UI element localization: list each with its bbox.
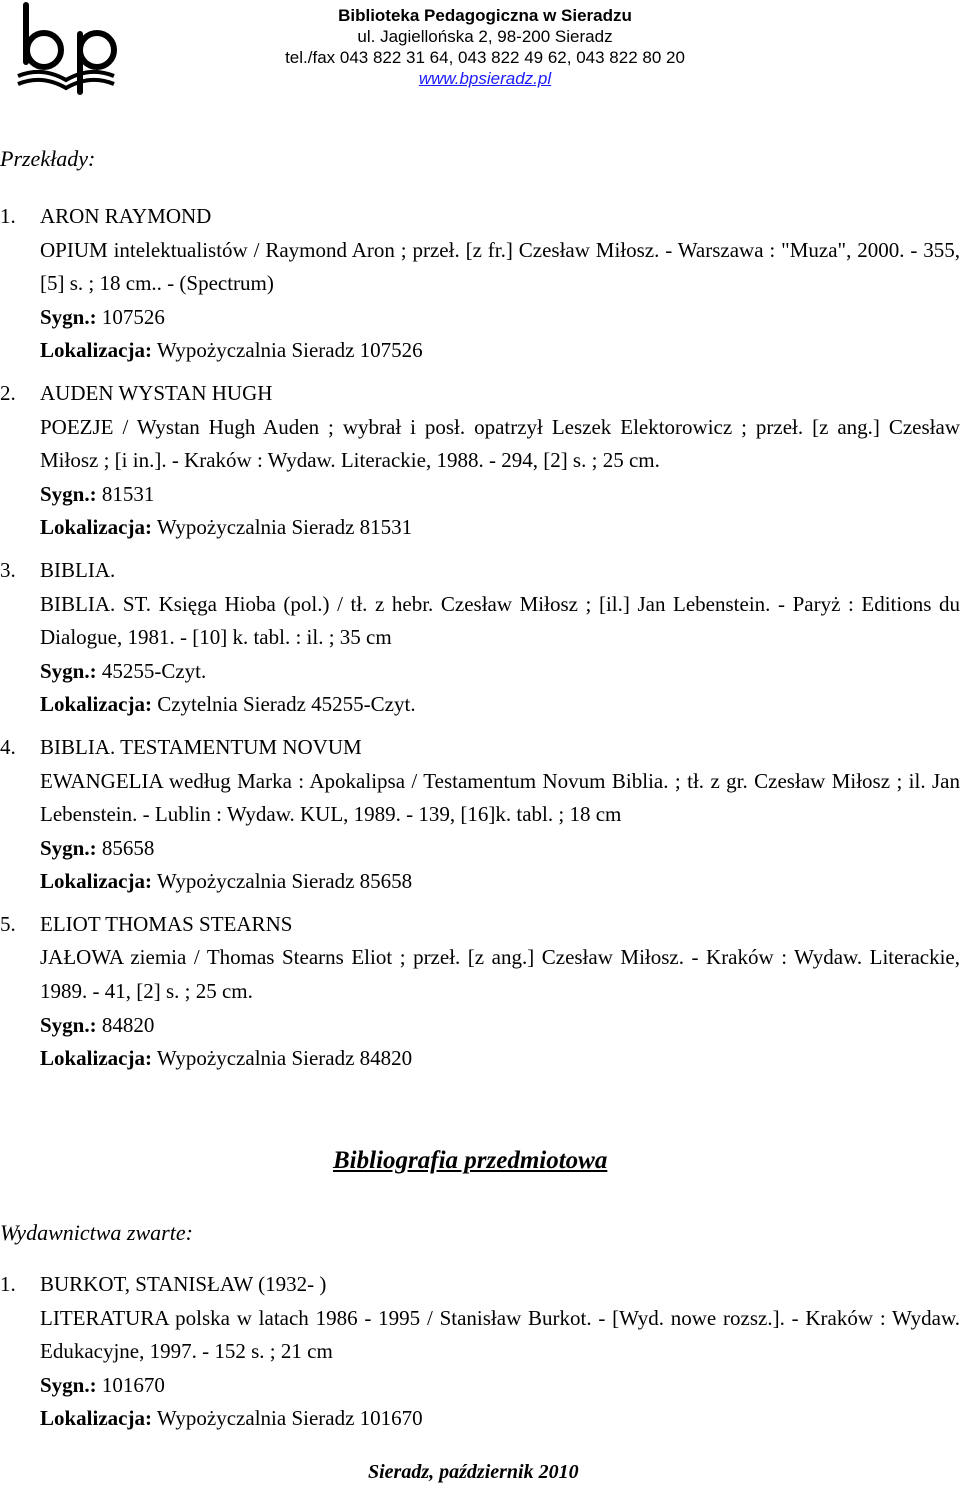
section-title-monographs: Wydawnictwa zwarte: (0, 1220, 193, 1245)
entry-signature (40, 301, 960, 335)
location-label: Lokalizacja: (40, 1406, 152, 1431)
footer-date: Sieradz, październik 2010 (368, 1461, 579, 1483)
entry-number: 3. (0, 557, 16, 582)
bib-entry (0, 554, 960, 722)
location-value: Czytelnia Sieradz 45255-Czyt. (157, 692, 416, 717)
signature-value: 107526 (101, 304, 165, 329)
entry-author: ELIOT THOMAS STEARNS (40, 911, 293, 936)
signature-label: Sygn.: (40, 1372, 97, 1397)
entry-signature (40, 1009, 960, 1043)
location-label: Lokalizacja: (40, 869, 152, 894)
location-label: Lokalizacja: (40, 515, 152, 540)
location-value: Wypożyczalnia Sieradz 107526 (156, 338, 423, 363)
bib-entry (0, 200, 960, 368)
entry-signature (40, 655, 960, 689)
entry-description: BIBLIA. ST. Księga Hioba (pol.) / tł. z hebr. Czesław Miłosz ; [il.] Jan Lebenstein. - Paryż : Editions du Dialogue, 1981. - [10] k. tabl. : il. ; 35 cm (40, 591, 960, 650)
signature-label: Sygn.: (40, 835, 97, 860)
entry-signature (40, 478, 960, 512)
institution-phone: tel./fax 043 822 31 64, 043 822 49 62, 043 822 80 20 (285, 48, 685, 67)
website-link[interactable]: www.bpsieradz.pl (418, 69, 552, 88)
bib-entry (0, 377, 960, 545)
entry-signature (40, 832, 960, 866)
entry-location (40, 1042, 960, 1076)
bib-entry (0, 908, 960, 1076)
entry-location (40, 688, 960, 722)
translations-list (0, 200, 960, 1085)
signature-value: 101670 (101, 1372, 165, 1397)
entry-author: BURKOT, STANISŁAW (1932- ) (40, 1272, 327, 1296)
entry-number: 4. (0, 734, 16, 759)
entry-number: 2. (0, 380, 16, 405)
entry-number: 1. (0, 1272, 16, 1296)
entry-description: EWANGELIA według Marka : Apokalipsa / Testamentum Novum Biblia. ; tł. z gr. Czesław Miłosz ; il. Jan Lebenstein. - Lublin : Wydaw. KUL, 1989. - 139, [16]k. tabl. ; 18 cm (40, 768, 960, 827)
entry-location (40, 511, 960, 545)
signature-label: Sygn.: (40, 658, 97, 683)
signature-label: Sygn.: (40, 1012, 97, 1037)
entry-description: OPIUM intelektualistów / Raymond Aron ; przeł. [z fr.] Czesław Miłosz. - Warszawa : "Muza", 2000. - 355, [5] s. ; 18 cm.. - (Spectrum) (40, 237, 960, 296)
signature-value: 85658 (101, 835, 155, 860)
entry-number: 1. (0, 204, 16, 228)
signature-value: 81531 (101, 481, 155, 506)
location-value: Wypożyczalnia Sieradz 81531 (156, 515, 413, 540)
location-value: Wypożyczalnia Sieradz 84820 (156, 1046, 413, 1071)
entry-location (40, 334, 960, 368)
institution-address: ul. Jagiellońska 2, 98-200 Sieradz (357, 27, 613, 46)
subject-bibliography-title: Bibliografia przedmiotowa (333, 1147, 608, 1174)
bp-book-logo-icon (14, 2, 118, 98)
bib-entry (0, 731, 960, 899)
entry-author: AUDEN WYSTAN HUGH (40, 380, 273, 405)
entry-signature (40, 1369, 960, 1403)
entry-description: LITERATURA polska w latach 1986 - 1995 / Stanisław Burkot. - [Wyd. nowe rozsz.]. - Kraków : Wydaw. Edukacyjne, 1997. - 152 s. ; 21 cm (40, 1305, 960, 1364)
signature-value: 84820 (101, 1012, 155, 1037)
location-value: Wypożyczalnia Sieradz 101670 (156, 1406, 423, 1431)
bib-entry (0, 1268, 960, 1436)
letterhead-text (270, 5, 700, 89)
signature-label: Sygn.: (40, 304, 97, 329)
signature-value: 45255-Czyt. (101, 658, 207, 683)
monographs-list (0, 1268, 960, 1445)
entry-description: POEZJE / Wystan Hugh Auden ; wybrał i posł. opatrzył Leszek Elektorowicz ; przeł. [z ang.] Czesław Miłosz ; [i in.]. - Kraków : Wydaw. Literackie, 1988. - 294, [2] s. ; 25 cm. (40, 414, 960, 473)
location-label: Lokalizacja: (40, 338, 152, 363)
location-label: Lokalizacja: (40, 692, 152, 717)
signature-label: Sygn.: (40, 481, 97, 506)
entry-author: ARON RAYMOND (40, 204, 212, 228)
entry-location (40, 1402, 960, 1436)
location-value: Wypożyczalnia Sieradz 85658 (156, 869, 413, 894)
letterhead (0, 0, 960, 100)
entry-author: BIBLIA. TESTAMENTUM NOVUM (40, 734, 362, 759)
entry-location (40, 865, 960, 899)
entry-number: 5. (0, 911, 16, 936)
section-title-translations: Przekłady: (0, 146, 96, 171)
entry-author: BIBLIA. (40, 557, 116, 582)
institution-name: Biblioteka Pedagogiczna w Sieradzu (338, 6, 632, 25)
entry-description: JAŁOWA ziemia / Thomas Stearns Eliot ; przeł. [z ang.] Czesław Miłosz. - Kraków : Wydaw. Literackie, 1989. - 41, [2] s. ; 25 cm. (40, 945, 960, 1004)
location-label: Lokalizacja: (40, 1046, 152, 1071)
